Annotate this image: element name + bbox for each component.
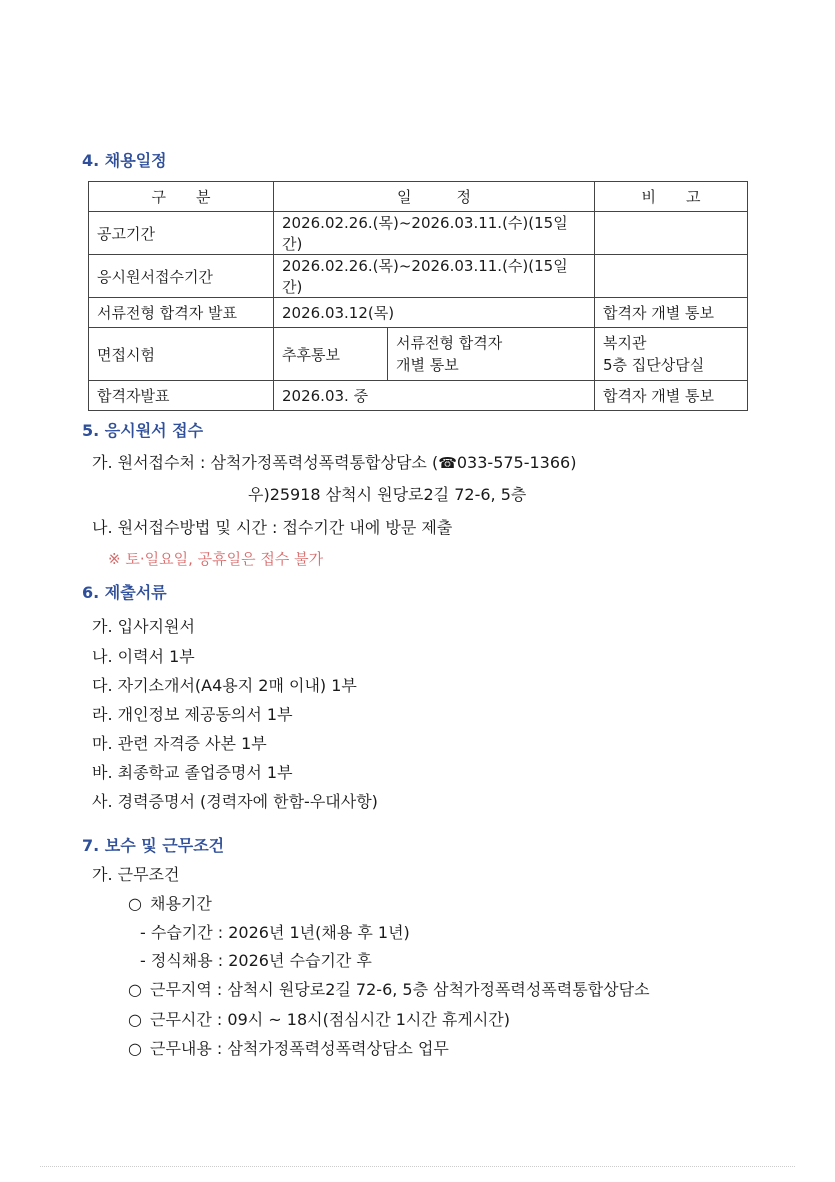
work-conditions-heading: 가. 근무조건 bbox=[92, 865, 180, 884]
application-note: ※ 토·일요일, 공휴일은 접수 불가 bbox=[108, 550, 324, 568]
application-address: 우)25918 삼척시 원당로2길 72-6, 5층 bbox=[248, 485, 527, 504]
row-label: 공고기간 bbox=[89, 212, 274, 255]
document-item: 마. 관련 자격증 사본 1부 bbox=[92, 734, 267, 753]
document-item: 라. 개인정보 제공동의서 1부 bbox=[92, 705, 293, 724]
application-location-text: 가. 원서접수처 : 삼척가정폭력성폭력통합상담소 ( bbox=[92, 453, 439, 472]
row-date: 2026.03. 중 bbox=[274, 381, 595, 411]
row-date: 2026.03.12(목) bbox=[274, 298, 595, 328]
row-label: 면접시험 bbox=[89, 328, 274, 381]
section-5-title: 5. 응시원서 접수 bbox=[82, 421, 204, 440]
table-row bbox=[89, 212, 748, 255]
table-row bbox=[89, 255, 748, 298]
row-label: 응시원서접수기간 bbox=[89, 255, 274, 298]
work-hours bbox=[128, 1007, 510, 1030]
circle-bullet-icon: ○ bbox=[128, 980, 142, 999]
row-label: 서류전형 합격자 발표 bbox=[89, 298, 274, 328]
employment-period-label: 채용기간 bbox=[150, 894, 212, 913]
header-remarks: 비 고 bbox=[595, 182, 748, 212]
table-header-row bbox=[89, 182, 748, 212]
application-method: 나. 원서접수방법 및 시간 : 접수기간 내에 방문 제출 bbox=[92, 518, 453, 537]
circle-bullet-icon: ○ bbox=[128, 1010, 142, 1029]
probation-period: - 수습기간 : 2026년 1년(채용 후 1년) bbox=[140, 923, 410, 942]
circle-bullet-icon: ○ bbox=[128, 1039, 142, 1058]
circle-bullet-icon: ○ bbox=[128, 894, 142, 913]
row-note: 복지관 5층 집단상담실 bbox=[595, 328, 748, 381]
row-sub: 서류전형 합격자 개별 통보 bbox=[388, 328, 595, 381]
document-item: 사. 경력증명서 (경력자에 한함-우대사항) bbox=[92, 792, 378, 811]
document-item: 바. 최종학교 졸업증명서 1부 bbox=[92, 763, 293, 782]
regular-employment: - 정식채용 : 2026년 수습기간 후 bbox=[140, 951, 372, 970]
document-item: 가. 입사지원서 bbox=[92, 617, 195, 636]
work-area-text: 근무지역 : 삼척시 원당로2길 72-6, 5층 삼척가정폭력성폭력통합상담소 bbox=[150, 980, 650, 999]
row-note bbox=[595, 255, 748, 298]
table-row bbox=[89, 381, 748, 411]
application-location bbox=[92, 450, 576, 473]
row-date: 2026.02.26.(목)~2026.03.11.(수)(15일간) bbox=[274, 212, 595, 255]
table-row bbox=[89, 328, 748, 381]
document-item: 다. 자기소개서(A4용지 2매 이내) 1부 bbox=[92, 676, 357, 695]
work-duties-text: 근무내용 : 삼척가정폭력성폭력상담소 업무 bbox=[150, 1039, 449, 1058]
work-hours-text: 근무시간 : 09시 ~ 18시(점심시간 1시간 휴게시간) bbox=[150, 1010, 510, 1029]
document-item: 나. 이력서 1부 bbox=[92, 647, 195, 666]
schedule-table bbox=[88, 181, 748, 411]
row-note: 합격자 개별 통보 bbox=[595, 298, 748, 328]
section-7-title: 7. 보수 및 근무조건 bbox=[82, 836, 225, 855]
row-note bbox=[595, 212, 748, 255]
header-category: 구 분 bbox=[89, 182, 274, 212]
row-label: 합격자발표 bbox=[89, 381, 274, 411]
row-date: 추후통보 bbox=[274, 328, 388, 381]
phone-icon: ☎ bbox=[438, 454, 457, 472]
row-note: 합격자 개별 통보 bbox=[595, 381, 748, 411]
section-6-title: 6. 제출서류 bbox=[82, 583, 167, 602]
row-date: 2026.02.26.(목)~2026.03.11.(수)(15일간) bbox=[274, 255, 595, 298]
section-4-title: 4. 채용일정 bbox=[82, 151, 167, 170]
work-duties bbox=[128, 1036, 449, 1059]
work-area bbox=[128, 977, 650, 1000]
employment-period bbox=[128, 891, 212, 914]
page-bottom-divider bbox=[40, 1166, 795, 1167]
table-row bbox=[89, 298, 748, 328]
phone-number: 033-575-1366) bbox=[456, 453, 577, 472]
header-schedule: 일 정 bbox=[274, 182, 595, 212]
